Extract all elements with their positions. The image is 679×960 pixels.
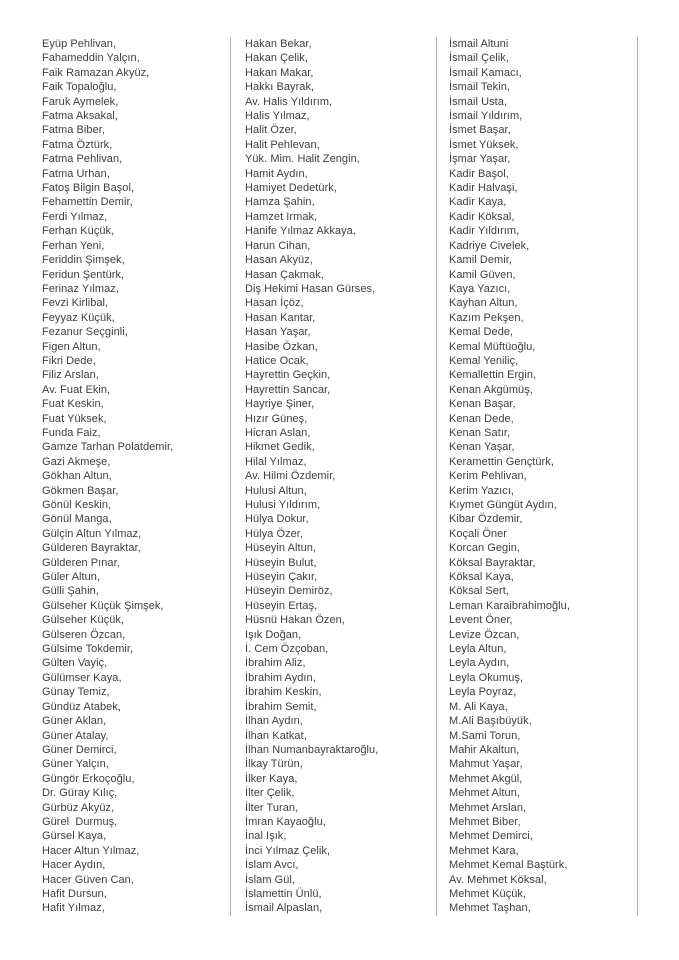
name-list-item: Hanife Yılmaz Akkaya, [245,225,356,238]
name-list-item: Fezanur Seçginli, [42,326,128,339]
name-list-item: Hasan Kantar, [245,311,316,324]
name-list-item: Gönül Keskin, [42,499,112,511]
name-list-item: İsmail Yıldırım, [449,110,523,123]
name-list-item: Faik Topaloğlu, [42,81,117,94]
name-list-item: İsmail Altuni [449,38,509,50]
name-list-item: İlhan Aydın, [245,715,303,728]
name-list-item: İmran Kayaoğlu, [245,815,326,828]
name-list-item: Kamil Güven, [449,268,516,281]
name-list-item: Kadir Kaya, [449,196,507,209]
name-list-item: Hülya Dokur, [245,513,309,526]
name-list-item: Kemallettin Ergin, [449,369,537,382]
name-list-item: Kadir Başol, [449,167,509,180]
name-list-item: İslamettin Ünlü, [245,887,322,900]
name-list-item: Faruk Aymelek, [42,95,119,108]
name-list-item: Feridun Şentürk, [42,268,125,281]
name-list-item: İnci Yılmaz Çelik, [245,844,331,857]
name-list-item: M.Ali Başıbüyük, [449,715,532,728]
name-list-item: İlhan Katkat, [245,729,307,742]
name-list-item: Hüseyin Altun, [245,542,317,555]
name-list-item: Kadir Köksal, [449,210,515,223]
name-list-item: Hamiyet Dedetürk, [245,182,337,195]
name-list-item: Güner Yalçın, [42,758,109,771]
name-list-item: Hacer Aydın, [42,859,106,872]
name-list-item: Levent Öner, [449,614,513,627]
name-list-item: Hacer Güven Can, [42,873,134,886]
name-list-item: İlkay Türün, [245,758,303,771]
name-list-item: Hasan Akyüz, [245,254,313,267]
name-list-item: Feyyaz Küçük, [42,311,115,324]
name-list-item: Hüseyin Bulut, [245,556,317,569]
name-list-item: İsmail Alpaslan, [245,902,323,915]
name-list-item: Mehmet Kara, [449,844,519,857]
name-list-item: Gülseher Küçük Şimşek, [42,599,164,612]
name-list-item: Hacer Altun Yılmaz, [42,844,140,857]
name-list-item: Hasan Çakmak, [245,268,324,281]
name-column-3 [437,37,638,916]
name-list-item: Güler Altun, [42,571,101,584]
name-list-item: Faik Ramazan Akyüz, [42,66,150,79]
name-list-item: Mahmut Yaşar, [449,758,523,771]
name-list-item: İsmet Başar, [449,124,511,137]
name-list-item: Hamit Aydın, [245,167,308,180]
name-list-item: Hulusi Yıldırım, [245,499,321,511]
name-list-item: Kemal Dede, [449,326,514,339]
name-list-item: Leyla Aydın, [449,657,510,670]
name-list-item: Eyüp Pehlivan, [42,38,117,50]
name-list-item: Güner Demirci, [42,743,117,756]
name-list-item: Gündüz Atabek, [42,700,121,713]
name-list-item: Keramettin Gençtürk, [449,455,554,468]
name-list-item: Gülsime Tokdemir, [42,643,134,656]
name-list-item: Levize Özcan, [449,628,520,641]
name-list-item: Kadriye Civelek, [449,239,530,252]
name-list-item: İsmail Çelik, [449,52,509,65]
name-list-item: Dr. Güray Kılıç, [42,787,118,800]
name-list-item: Gülçin Altun Yılmaz, [42,527,142,540]
name-list-item: Gürel Durmuş, [42,815,118,828]
name-list-item: Fehamettin Demir, [42,196,133,209]
name-list-item: Fikri Dede, [42,354,96,367]
name-list-item: Hulusi Altun, [245,484,307,497]
name-list-item: Kenan Yaşar, [449,441,515,454]
name-list-item: Av. Halis Yıldırım, [245,95,333,108]
name-list-item: İsmail Usta, [449,95,508,108]
name-list-item: İ. Cem Özçoban, [245,643,329,656]
name-list-item: Fatma Pehlivan, [42,153,123,166]
name-list-item: Korcan Gegin, [449,542,520,555]
name-list-item: Hamza Şahin, [245,196,315,209]
name-list-item: M.Sami Torun, [449,729,521,742]
name-list-item: İbrahim Keskin, [245,686,322,699]
name-list-item: Diş Hekimi Hasan Gürses, [245,282,376,295]
name-list-item: Kenan Dede, [449,412,514,425]
name-list-item: Gönül Manga, [42,513,112,526]
name-list-item: Leyla Poyraz, [449,686,517,699]
name-list-item: Mehmet Altun, [449,787,520,800]
name-list-item: Leyla Okumuş, [449,671,524,684]
name-list-item: Kaya Yazıcı, [449,282,511,295]
name-list-item: Gürbüz Akyüz, [42,801,115,814]
name-list-item: Mehmet Akgül, [449,772,523,785]
name-list-item: Güngör Erkoçoğlu, [42,772,135,785]
name-list-item: Gökmen Başar, [42,484,119,497]
name-list-item: Kenan Satır, [449,426,511,439]
name-list-item: Hızır Güneş, [245,412,308,425]
name-list-item: Kazım Pekşen, [449,311,524,324]
name-list-item: Hilal Yılmaz, [245,455,307,468]
name-list-item: Gökhan Altun, [42,470,112,483]
name-list-item: Hakan Makar, [245,66,314,79]
name-list-item: Mehmet Küçük, [449,887,527,900]
name-list-item: Kerim Yazıcı, [449,484,515,497]
name-list-item: Hikmet Gedik, [245,441,315,454]
name-list-item: Fatoş Bilgin Başol, [42,182,135,195]
name-list-item: İsmail Tekin, [449,81,510,94]
name-list-item: Gülderen Bayraktar, [42,542,141,555]
name-list-item: Hakan Çelik, [245,52,308,65]
name-list-item: Güner Aklan, [42,715,107,728]
name-list-item: İlhan Numanbayraktaroğlu, [245,743,379,756]
name-list-item: Mehmet Demirci, [449,830,533,843]
name-list-item: Gülten Vayiç, [42,657,108,670]
name-list-item: Fuat Yüksek, [42,412,107,425]
name-list-item: Fuat Keskin, [42,398,104,411]
name-list-item: Av. Mehmet Köksal, [449,873,547,886]
name-list-item: İlker Kaya, [245,772,298,785]
name-list-item: Av. Hilmi Özdemir, [245,470,336,483]
name-list-item: Hüseyin Ertaş, [245,599,318,612]
name-list-item: İslam Gül, [245,873,296,886]
name-list-item: Hasibe Özkan, [245,340,318,353]
name-list-item: Mehmet Taşhan, [449,902,531,915]
name-list-item: Figen Altun, [42,340,101,353]
name-list-item: Hayriye Şiner, [245,398,315,411]
name-list-item: Hüsnü Hakan Özen, [245,614,345,627]
name-list-item: Gamze Tarhan Polatdemir, [42,441,174,454]
name-list-item: Hülya Özer, [245,527,304,540]
name-list-item: Kadir Halvaşi, [449,182,518,195]
name-list-item: Halit Pehlevan, [245,138,320,151]
name-list-item: Mehmet Biber, [449,815,521,828]
name-list-item: Harun Cihan, [245,239,311,252]
name-list-item: Köksal Bayraktar, [449,556,536,569]
name-list-item: Gazi Akmeşe, [42,455,111,468]
name-list-item: Kemal Müftüoğlu, [449,340,536,353]
name-list-item: İbrahim Aliz, [245,657,306,670]
name-list-item: Koçali Öner [449,527,508,540]
name-list-item: Gülseher Küçük, [42,614,125,627]
name-list-item: Hamzet Irmak, [245,210,318,223]
name-list-item: Köksal Sert, [449,585,509,598]
name-list-item: İsmet Yüksek, [449,138,519,151]
name-list-item: İsmail Kamacı, [449,66,522,79]
name-list-item: Hasan İçöz, [245,297,304,310]
name-list-item: İlter Turan, [245,801,299,814]
name-list-item: Funda Faiz, [42,426,101,439]
name-list-item: Kenan Başar, [449,398,516,411]
name-list-item: Hasan Yaşar, [245,326,311,339]
name-list-item: Gülseren Özcan, [42,628,126,641]
name-list-item: Işık Doğan, [245,628,302,641]
name-list-item: İbrahim Semit, [245,700,317,713]
name-list-item: Kemal Yeniliç, [449,354,519,367]
name-list-item: Mahir Akaltun, [449,743,520,756]
name-list-item: Fevzi Kirlibal, [42,297,109,310]
name-list-item: Kerim Pehlivan, [449,470,527,483]
name-list-item: Ferdi Yılmaz, [42,210,108,223]
name-list-item: Mehmet Arslan, [449,801,527,814]
name-list-item: Hüseyin Demiröz, [245,585,333,598]
name-list-item: Halit Özer, [245,124,297,137]
name-list-item: Kenan Akgümüş, [449,383,533,396]
name-list-item: M. Ali Kaya, [449,700,508,713]
name-list-item: Fatma Urhan, [42,167,110,180]
name-list-item: İşmar Yaşar, [449,153,511,166]
name-list-item: Kadir Yıldırım, [449,225,520,238]
name-list-item: Hakan Bekar, [245,38,312,50]
name-list-item: Gülümser Kaya, [42,671,122,684]
name-list-item: Hayrettin Sancar, [245,383,331,396]
name-list-item: Hafit Yılmaz, [42,902,105,915]
name-list-item: Leman Karaibrahimoğlu, [449,599,570,612]
name-list-item: Hüseyin Çakır, [245,571,318,584]
name-list-item: Hakkı Bayrak, [245,81,315,94]
name-list-item: Fahameddin Yalçın, [42,52,140,65]
name-list-item: Kibar Özdemir, [449,513,523,526]
name-list-item: Hafit Dursun, [42,887,107,900]
name-list-item: Leyla Altun, [449,643,507,656]
name-list-item: Feriddin Şimşek, [42,254,125,267]
name-list-item: Mehmet Kemal Baştürk, [449,859,568,872]
name-list-item: Yük. Mim. Halit Zengin, [245,153,360,166]
name-list-item: Günay Temiz, [42,686,110,699]
name-list-item: İslam Avcı, [245,859,299,872]
name-column-2 [231,37,437,916]
name-list-item: Hatice Ocak, [245,354,309,367]
name-list-item: Köksal Kaya, [449,571,514,584]
name-list-item: İlter Çelik, [245,787,295,800]
name-list-item: Filiz Arslan, [42,369,99,382]
name-list-item: Ferhan Yeni, [42,239,105,252]
name-list-item: Gülderen Pınar, [42,556,120,569]
name-list-item: Güner Atalay, [42,729,109,742]
name-column-1 [42,37,231,916]
name-list-item: Kamil Demir, [449,254,512,267]
name-list-item: İnal Işık, [245,830,287,843]
name-list-item: Hayrettin Geçkin, [245,369,331,382]
name-list-item: Av. Fuat Ekin, [42,383,111,396]
name-list-item: Halis Yılmaz, [245,110,310,123]
name-list-item: Ferhan Küçük, [42,225,115,238]
name-list-item: Kıymet Güngüt Aydın, [449,499,557,511]
name-list-item: Fatma Aksakal, [42,110,118,123]
name-list-item: Fatma Öztürk, [42,138,113,151]
name-list-item: Ferinaz Yılmaz, [42,282,119,295]
name-list-item: Gülli Şahin, [42,585,99,598]
name-list-item: Gürsel Kaya, [42,830,107,843]
name-list-item: İbrahim Aydın, [245,671,316,684]
name-list-item: Kayhan Altun, [449,297,518,310]
name-list-item: Fatma Biber, [42,124,105,137]
name-list-item: Hicran Aslan, [245,426,311,439]
